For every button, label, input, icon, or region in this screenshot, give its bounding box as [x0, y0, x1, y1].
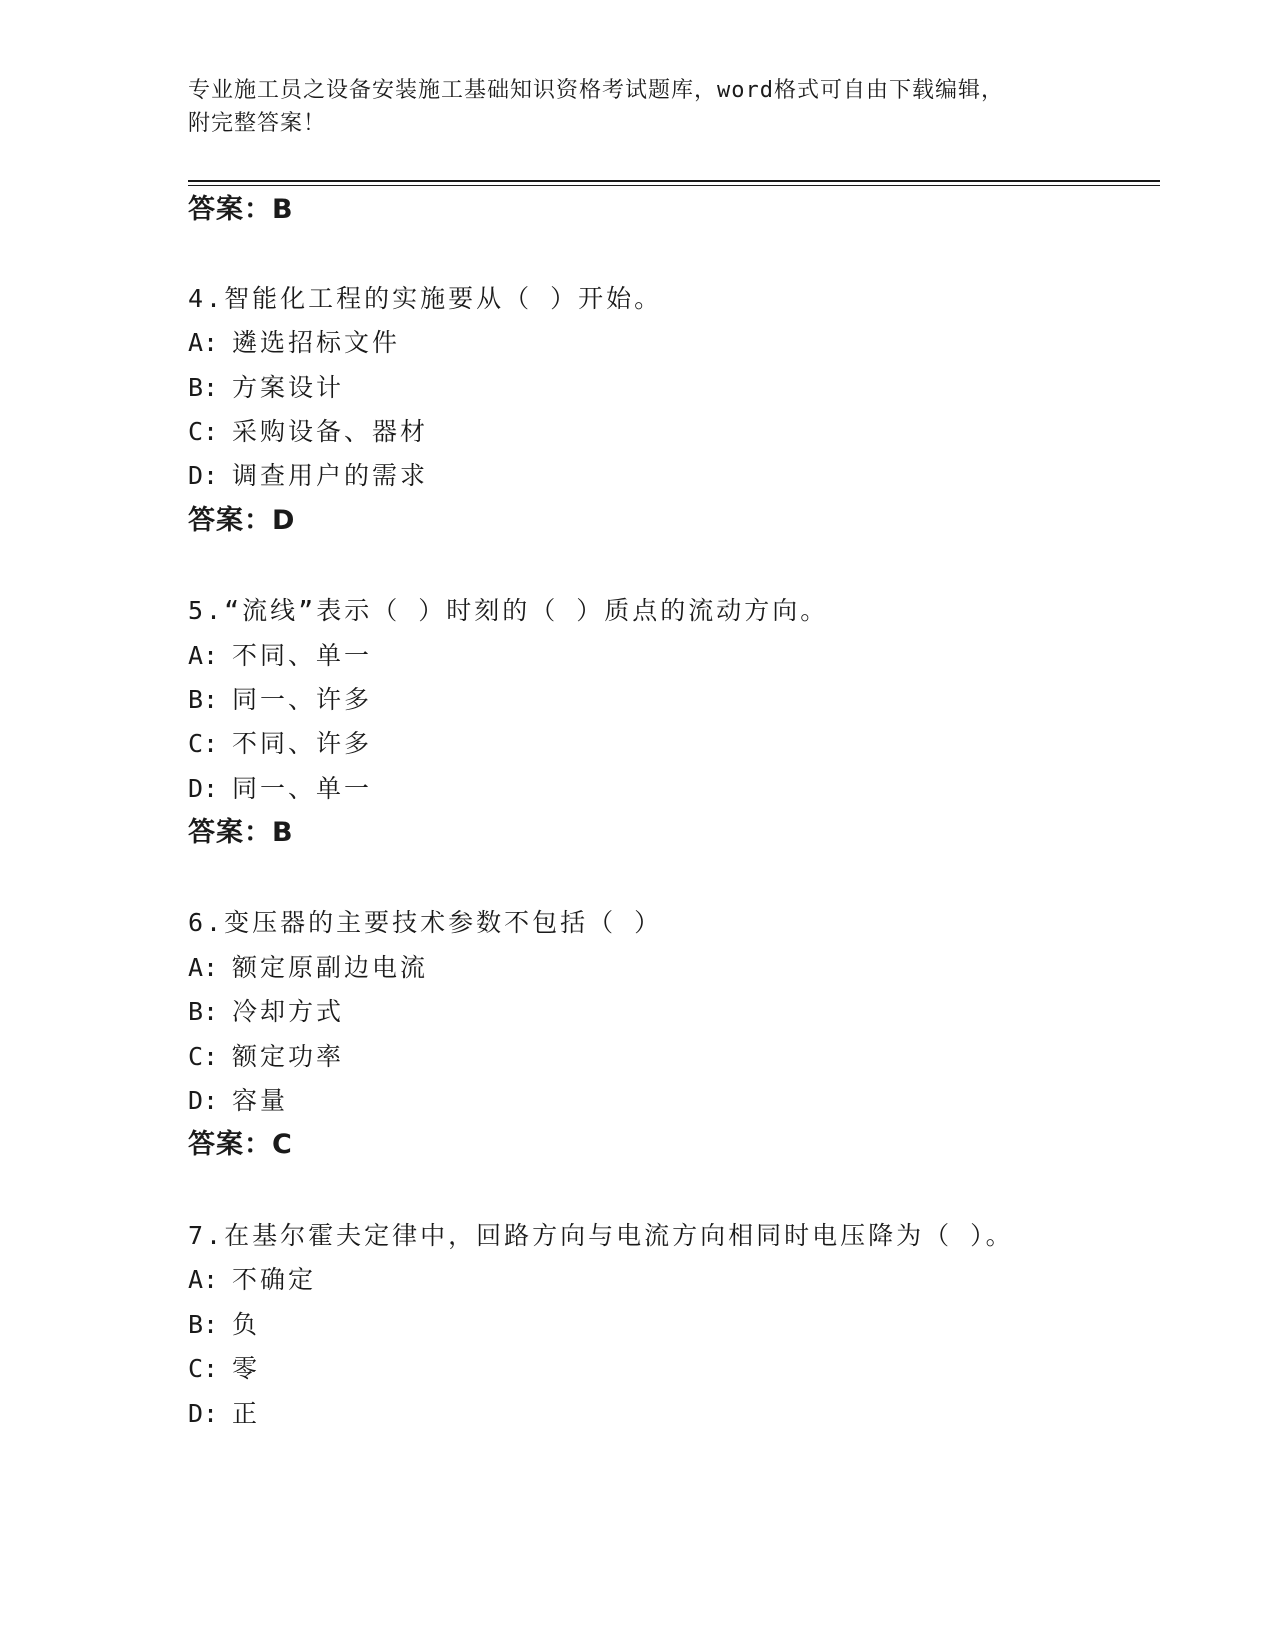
question-4-option-a: A: 遴选招标文件	[188, 328, 401, 357]
question-6-option-d: D: 容量	[188, 1086, 289, 1115]
question-7-option-a: A: 不确定	[188, 1265, 317, 1294]
answer-q3: 答案：B	[188, 194, 294, 225]
question-7-option-d: D: 正	[188, 1399, 261, 1428]
question-7-option-c: C: 零	[188, 1354, 261, 1383]
question-5-option-a: A: 不同、单一	[188, 641, 373, 670]
question-7-stem: 7.在基尔霍夫定律中，回路方向与电流方向相同时电压降为（ ）。	[188, 1221, 1014, 1250]
question-6-option-a: A: 额定原副边电流	[188, 953, 429, 982]
header-line-2: 附完整答案！	[188, 111, 327, 136]
document-header	[188, 74, 1088, 140]
answer-q6: 答案：C	[188, 1129, 293, 1160]
answer-q4: 答案：D	[188, 505, 296, 536]
question-5-option-d: D: 同一、单一	[188, 774, 373, 803]
header-divider-thin	[188, 185, 1160, 186]
question-6-option-b: B: 冷却方式	[188, 997, 345, 1026]
header-divider-thick	[188, 180, 1160, 182]
header-line-1: 专业施工员之设备安装施工基础知识资格考试题库，word格式可自由下载编辑，	[188, 78, 1004, 103]
question-5-option-b: B: 同一、许多	[188, 685, 373, 714]
question-5-option-c: C: 不同、许多	[188, 729, 373, 758]
question-4-stem: 4.智能化工程的实施要从（ ）开始。	[188, 284, 663, 313]
question-6-stem: 6.变压器的主要技术参数不包括（ ）	[188, 908, 663, 937]
question-4-option-d: D: 调查用户的需求	[188, 461, 429, 490]
question-5-stem: 5.“流线”表示（ ）时刻的（ ）质点的流动方向。	[188, 596, 829, 625]
question-4-option-b: B: 方案设计	[188, 373, 345, 402]
answer-q5: 答案：B	[188, 817, 294, 848]
question-6-option-c: C: 额定功率	[188, 1042, 345, 1071]
question-4-option-c: C: 采购设备、器材	[188, 417, 429, 446]
question-7-option-b: B: 负	[188, 1310, 261, 1339]
